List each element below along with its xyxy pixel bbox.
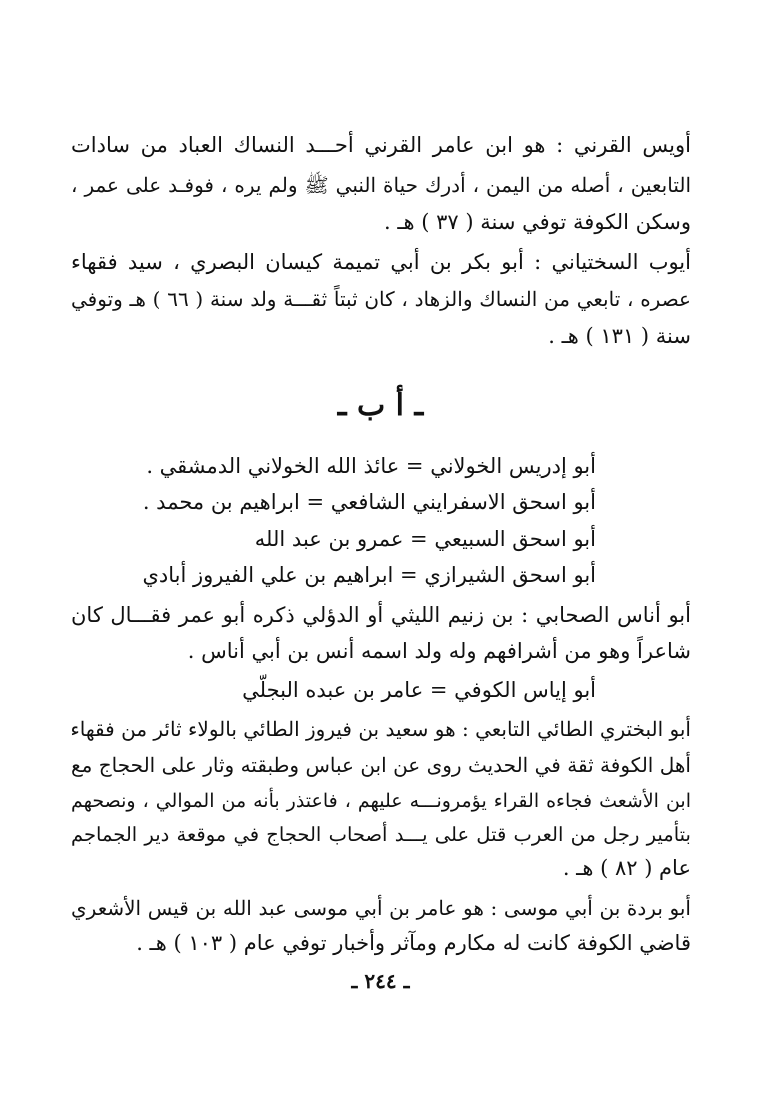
entry-abu-anas-line-2: شاعراً وهو من أشرافهم وله ولد اسمه أنس بن أبي أناس . xyxy=(187,639,691,663)
entry-bakhtari-line-1: أبو البختري الطائي التابعي : هو سعيد بن فيروز الطائي بالولاء ثائر من فقهاء xyxy=(70,717,691,741)
cross-ref-abu-ishaq-sabii: أبو اسحق السبيعي = عمرو بن عبد الله xyxy=(254,527,596,551)
entry-abu-anas-line-1: أبو أناس الصحابي : بن زنيم الليثي أو الدؤلي ذكره أبو عمر فقـــال كان xyxy=(71,603,691,627)
entry-ayyub-line-1: أيوب السختياني : أبو بكر بن أبي تميمة كيسان البصري ، سيد فقهاء xyxy=(71,250,691,274)
page-number: ـ ٢٤٤ ـ xyxy=(351,969,410,993)
cross-ref-abu-ishaq-shirazi: أبو اسحق الشيرازي = ابراهيم بن علي الفيروز أبادي xyxy=(142,563,596,587)
cross-ref-abu-ishaq-isfarayini: أبو اسحق الاسفرايني الشافعي = ابراهيم بن محمد . xyxy=(142,490,596,514)
entry-ayyub-line-3: سنة ( ١٣١ ) هـ . xyxy=(548,324,691,348)
cross-ref-abu-iyas: أبو إياس الكوفي = عامر بن عبده البجلّي xyxy=(242,678,596,702)
entry-ayyub-line-2: عصره ، تابعي من النساك والزهاد ، كان ثبتاً ثقـــة ولد سنة ( ٦٦ ) هـ وتوفي xyxy=(71,287,691,311)
entry-abu-burda-line-1: أبو بردة بن أبي موسى : هو عامر بن أبي موسى عبد الله بن قيس الأشعري xyxy=(71,896,691,920)
entry-bakhtari-line-3: ابن الأشعث فجاءه القراء يؤمرونـــه عليهم ، فاعتذر بأنه من الموالي ، ونصحهم xyxy=(71,790,691,812)
cross-ref-abu-idris: أبو إدريس الخولاني = عائذ الله الخولاني الدمشقي . xyxy=(146,454,596,478)
entry-bakhtari-line-2: أهل الكوفة ثقة في الحديث روى عن ابن عباس وطبقته وثار على الحجاج مع xyxy=(71,753,691,777)
entry-uways-line-2: التابعين ، أصله من اليمن ، أدرك حياة النبي ﷺ ولم يره ، فوفـد على عمر ، xyxy=(71,173,691,197)
entry-uways-line-3: وسكن الكوفة توفي سنة ( ٣٧ ) هـ . xyxy=(384,210,691,234)
entry-bakhtari-line-4: بتأمير رجل من العرب قتل على يـــد أصحاب الحجاج في موقعة دير الجماجم xyxy=(71,823,691,846)
entry-abu-burda-line-2: قاضي الكوفة كانت له مكارم ومآثر وأخبار توفي عام ( ١٠٣ ) هـ . xyxy=(136,931,691,955)
section-heading: ـ أ ب ـ xyxy=(337,388,424,423)
entry-uways-line-1: أويس القرني : هو ابن عامر القرني أحـــد النساك العباد من سادات xyxy=(71,133,691,157)
entry-bakhtari-line-5: عام ( ٨٢ ) هـ . xyxy=(562,856,691,880)
